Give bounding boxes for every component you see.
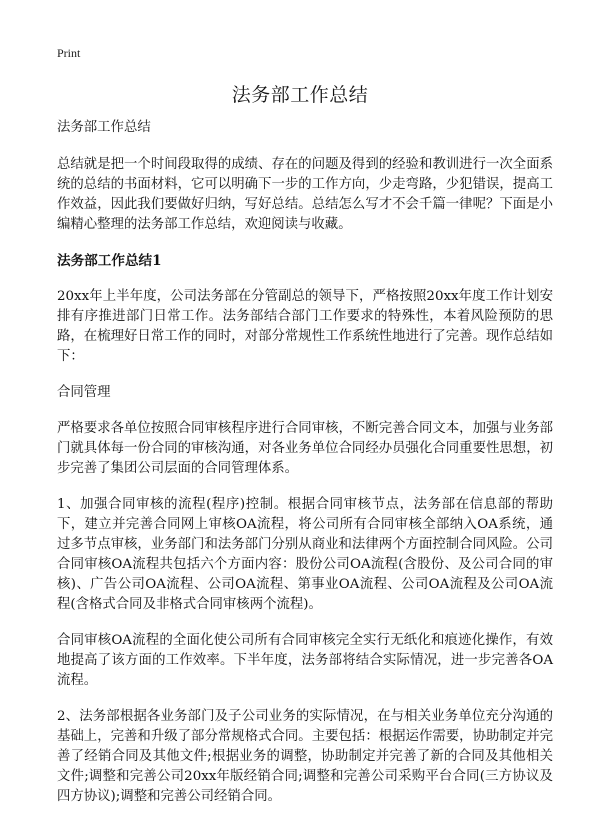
paragraph-oa-process: 合同审核OA流程的全面化使公司所有合同审核完全实行无纸化和痕迹化操作，有效地提高了该方面的工作效率。下半年度，法务部将结合实际情况，进一步完善各OA流程。 — [57, 633, 553, 688]
page-title: 法务部工作总结 — [231, 84, 369, 106]
section-contract-management: 合同管理 — [57, 385, 111, 400]
section-heading-1: 法务部工作总结1 — [57, 253, 162, 269]
document-subtitle: 法务部工作总结 — [57, 120, 151, 135]
paragraph-overview: 20xx年上半年度，公司法务部在分管副总的领导下，严格按照20xx年度工作计划安排有序推进部门日常工作。法务部结合部门工作要求的特殊性，本着风险预防的思路，在梳理好日常工作的同时，对部分常规性工作系统性地进行了完善。现作总结如下： — [57, 289, 553, 364]
document-body — [57, 118, 553, 823]
paragraph-format-contracts: 2、法务部根据各业务部门及子公司业务的实际情况，在与相关业务单位充分沟通的基础上，完善和升级了部分常规格式合同。主要包括：根据运作需要，协助制定并完善了经销合同及其他文件;根据业务的调整，协助制定并完善了新的合同及其他相关文件;调整和完善公司20xx年版经销合同;调整和完善公司采购平台合同(三方协议及四方协议);调整和完善公司经销合同。 — [57, 709, 553, 804]
paragraph-contract-requirements: 严格要求各单位按照合同审核程序进行合同审核，不断完善合同文本，加强与业务部门就具体每一份合同的审核沟通，对各业务单位合同经办员强化合同重要性思想，初步完善了集团公司层面的合同管理体系。 — [57, 421, 553, 476]
intro-paragraph: 总结就是把一个时间段取得的成绩、存在的问题及得到的经验和教训进行一次全面系统的总结的书面材料，它可以明确下一步的工作方向，少走弯路，少犯错误，提高工作效益，因此我们要做好归纳，写好总结。总结怎么写才不会千篇一律呢？下面是小编精心整理的法务部工作总结，欢迎阅读与收藏。 — [57, 157, 553, 232]
paragraph-contract-review-process: 1、加强合同审核的流程(程序)控制。根据合同审核节点，法务部在信息部的帮助下，建立并完善合同网上审核OA流程，将公司所有合同审核全部纳入OA系统，通过多节点审核，业务部门和法务部门分别从商业和法律两个方面控制合同风险。公司合同审核OA流程共包括六个方面内容：股份公司OA流程(含股份、及公司合同的审核)、广告公司OA流程、公司OA流程、第事业OA流程、公司OA流程及公司OA流程(含格式合同及非格式合同审核两个流程)。 — [57, 497, 553, 612]
print-label: Print — [57, 46, 81, 60]
